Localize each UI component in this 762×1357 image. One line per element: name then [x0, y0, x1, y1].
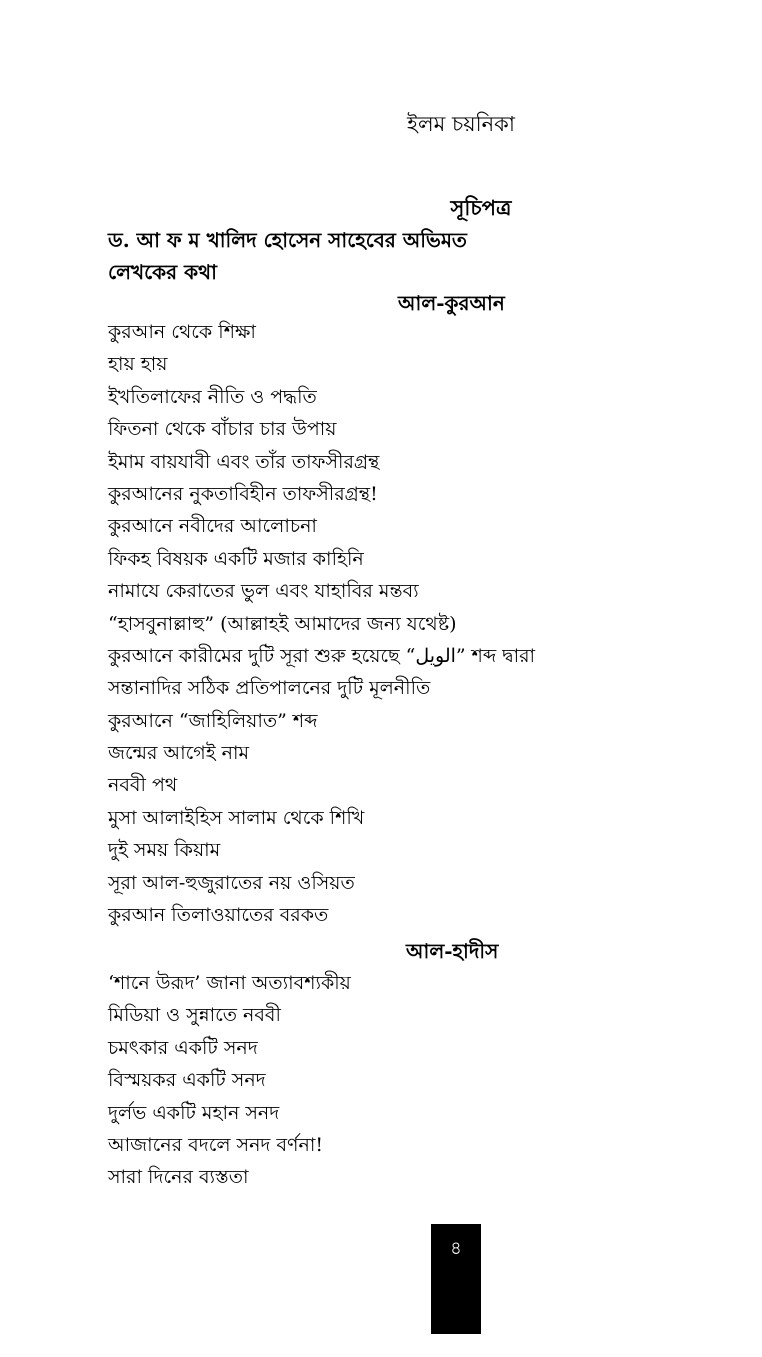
toc-entry: কুরআনের নুকতাবিহীন তাফসীরগ্রন্থ! [108, 482, 378, 505]
toc-entry: কুরআনে নবীদের আলোচনা [108, 515, 317, 538]
toc-entry: ইমাম বায়যাবী এবং তাঁর তাফসীরগ্রন্থ [108, 450, 380, 473]
toc-list-quran [108, 316, 535, 931]
toc-entry: জন্মের আগেই নাম [108, 742, 250, 765]
toc-entry: মুসা আলাইহিস সালাম থেকে শিখি [108, 806, 365, 829]
toc-entry: সন্তানাদির সঠিক প্রতিপালনের দুটি মূলনীতি [108, 677, 431, 700]
toc-list-hadith [108, 967, 351, 1194]
toc-entry: আজানের বদলে সনদ বর্ণনা! [108, 1133, 323, 1156]
toc-entry: সারা দিনের ব্যস্ততা [108, 1166, 249, 1189]
toc-entry: কুরআন তিলাওয়াতের বরকত [108, 904, 329, 927]
toc-entry: হায় হায় [108, 353, 168, 376]
front-matter-entry: লেখকের কথা [108, 260, 217, 284]
toc-entry: সূরা আল-হুজুরাতের নয় ওসিয়ত [108, 871, 355, 894]
toc-entry: ফিতনা থেকে বাঁচার চার উপায় [108, 418, 337, 441]
toc-entry: দুই সময় কিয়াম [108, 839, 221, 862]
toc-entry: কুরআনে “জাহিলিয়াত” শব্দ [108, 709, 318, 732]
toc-entry: দুর্লভ একটি মহান সনদ [108, 1101, 280, 1124]
toc-title: সূচিপত্র [450, 195, 512, 220]
toc-entry: ইখতিলাফের নীতি ও পদ্ধতি [108, 385, 317, 408]
front-matter-entry: ড. আ ফ ম খালিদ হোসেন সাহেবের অভিমত [108, 228, 467, 252]
toc-entry: চমৎকার একটি সনদ [108, 1036, 258, 1059]
section-heading: আল-কুরআন [398, 291, 505, 315]
toc-entry: বিস্ময়কর একটি সনদ [108, 1069, 266, 1092]
toc-entry: নামাযে কেরাতের ভুল এবং যাহাবির মন্তব্য [108, 580, 419, 603]
toc-entry: কুরআনে কারীমের দুটি সূরা শুরু হয়েছে “الويل” শব্দ দ্বারা [108, 644, 536, 667]
running-header: ইলম চয়নিকা [407, 112, 515, 136]
toc-entry: মিডিয়া ও সুন্নাতে নববী [108, 1004, 281, 1027]
section-heading: আল-হাদীস [406, 939, 499, 963]
toc-entry: নববী পথ [108, 774, 178, 797]
page-number: ৪ [431, 1224, 481, 1334]
toc-entry: ফিকহ বিষয়ক একটি মজার কাহিনি [108, 547, 364, 570]
toc-entry: “হাসবুনাল্লাহু” (আল্লাহই আমাদের জন্য যথেষ্ট) [108, 612, 457, 635]
toc-entry: কুরআন থেকে শিক্ষা [108, 321, 256, 343]
toc-entry: ‘শানে উরূদ’ জানা অত্যাবশ্যকীয় [108, 972, 351, 994]
